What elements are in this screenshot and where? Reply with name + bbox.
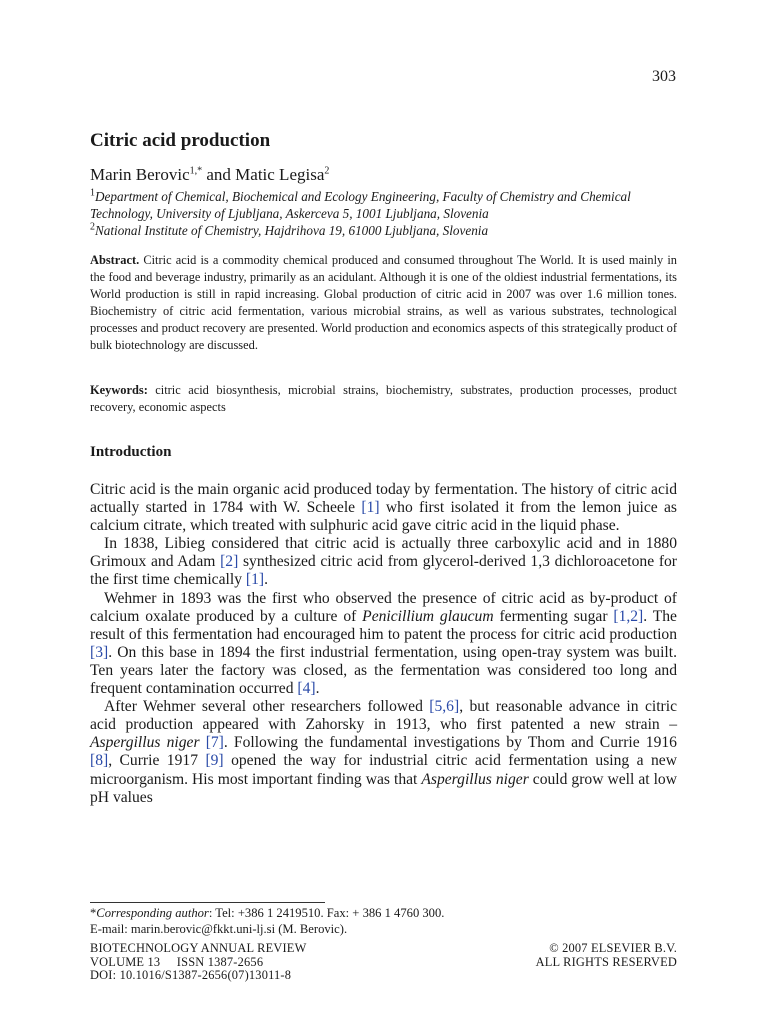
text-span: . [264,571,268,589]
affiliation-text: Department of Chemical, Biochemical and Ecology Engineering, Faculty of Chemistry and Chemical Technology, University of Ljubljana, Askerceva 5, 1001 Ljubljana, Slovenia [90,189,631,221]
text-span: After Wehmer several other researchers followed [104,698,430,716]
affiliation-text: National Institute of Chemistry, Hajdrihova 19, 61000 Ljubljana, Slovenia [95,223,489,238]
text-span: In 1838, Libieg considered that citric acid is actually three carboxylic acid and in 1880 Grimoux and Adam [90,535,677,571]
text-span: . The result of this fermentation had encouraged him to patent the process for citric acid production [90,607,677,643]
affiliation-marker: 1 [90,187,95,199]
journal-doi: DOI: 10.1016/S1387-2656(07)13011-8 [90,968,292,982]
copyright-notice [536,942,677,969]
text-span: fermenting sugar [493,607,614,625]
citation-link[interactable]: [1] [245,571,265,589]
citation-link[interactable]: [5,6] [429,698,460,716]
author-line [90,165,329,185]
journal-volume: VOLUME 13 ISSN 1387-2656 [90,954,264,969]
author-affiliation-marker: 2 [324,165,330,177]
paragraph-3 [90,590,677,699]
journal-name: BIOTECHNOLOGY ANNUAL REVIEW [90,941,307,955]
keywords [90,382,677,416]
footnote-divider [90,902,325,903]
keywords-text: citric acid biosynthesis, microbial strains, biochemistry, substrates, production processes, product recovery, economic aspects [90,383,677,414]
text-span: Wehmer in 1893 was the first who observed the presence of citric acid as by-product of calcium oxalate produced by a culture of [90,589,677,625]
species-name: Penicillium glaucum [362,607,494,625]
affiliation-marker: 2 [90,221,95,233]
abstract-text: Citric acid is a commodity chemical produced and consumed throughout The World. It is used mainly in the food and beverage industry, primarily as an acidulant. Although it is one of the oldiest industrial fermentations, its World production is still in rapid increasing. Global production of citric acid in 2007 was over 1.6 million tones. Biochemistry of citric acid fermentation, various microbial strains, as well as various substrates, technological processes and product recovery are presented. World production and economics aspects of this strategically product of bulk biotechnology are discussed. [90,253,677,352]
affiliation-2 [90,222,690,239]
species-name: Aspergillus niger [421,770,529,788]
author-name: Matic Legisa [235,165,325,184]
citation-link[interactable]: [2] [220,553,239,571]
footnote-marker: * [90,906,97,920]
journal-info [90,942,306,983]
keywords-label: Keywords: [90,383,148,397]
footnote-contact: : Tel: +386 1 2419510. Fax: + 386 1 4760 300. [208,906,445,920]
text-span: opened the way for industrial citric acid fermentation using a new microorganism. His most important finding was that [90,752,677,788]
footnote-label: Corresponding author [96,906,209,920]
paragraph-4 [90,698,677,807]
citation-link[interactable]: [8] [90,752,109,770]
text-span: , Currie 1917 [108,752,206,770]
author-affiliation-marker: 1,* [189,165,203,177]
species-name: Aspergillus niger [90,734,200,752]
copyright-line-1: © 2007 ELSEVIER B.V. [549,941,677,955]
text-span: , but reasonable advance in citric acid production appeared with Zahorsky in 1913, who first patented a new strain – [90,698,677,734]
copyright-line-2: ALL RIGHTS RESERVED [535,954,677,969]
affiliations [90,188,690,239]
text-span: . Following the fundamental investigations by Thom and Currie 1916 [223,734,677,752]
text-span: who first isolated it from the lemon juice as calcium citrate, which treated with sulphuric acid gave citric acid in the liquid phase. [90,499,677,535]
paragraph-1 [90,481,677,535]
affiliation-1 [90,188,690,222]
citation-link[interactable]: [1,2] [613,607,644,625]
citation-link[interactable]: [3] [90,643,109,661]
abstract-label: Abstract. [90,253,140,267]
introduction-body [90,481,677,807]
text-span: . On this base in 1894 the first industrial fermentation, using open-tray system was built. Ten years later the factory was closed, as the fermentation was considered too long and frequent contamination occurred [90,643,677,698]
author-name: Marin Berovic [90,165,190,184]
text-span: could grow well at low pH values [90,770,677,806]
author-joiner: and [202,165,236,184]
text-span: . [315,680,320,698]
text-span: Citric acid is the main organic acid produced today by fermentation. The history of citric acid actually started in 1784 with W. Scheele [90,481,677,517]
citation-link[interactable]: [9] [205,752,224,770]
article-title: Citric acid production [90,130,271,151]
section-heading: Introduction [90,444,172,460]
footnote [90,906,650,937]
citation-link[interactable]: [1] [361,499,380,517]
footnote-email: E-mail: marin.berovic@fkkt.uni-lj.si (M. Berovic). [90,921,348,936]
citation-link[interactable]: [7] [205,734,224,752]
paragraph-2 [90,535,677,589]
page-number: 303 [652,68,676,85]
text-span: synthesized citric acid from glycerol-derived 1,3 dichloroacetone for the first time chemically [90,553,678,589]
citation-link[interactable]: [4] [297,680,316,698]
footnote-line-1 [90,906,650,922]
abstract [90,252,677,354]
